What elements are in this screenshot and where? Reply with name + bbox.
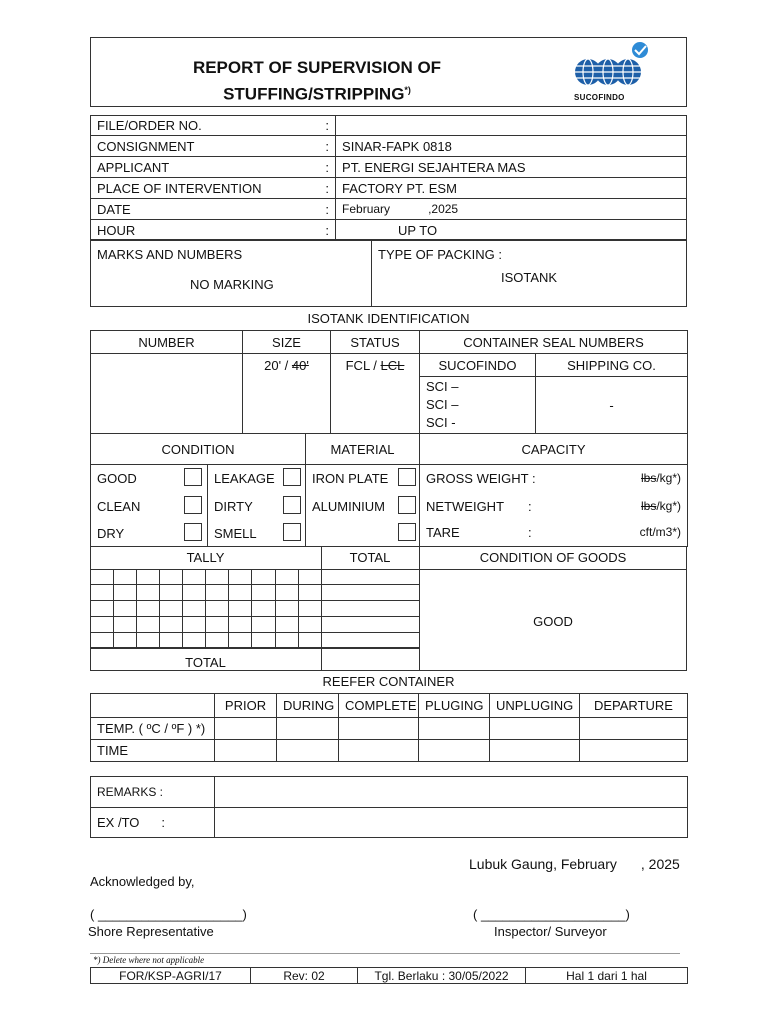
logo-text: SUCOFINDO: [574, 93, 625, 102]
remarks-table: [90, 776, 688, 838]
time-label: TIME: [91, 740, 215, 762]
marks-divider: [371, 239, 372, 307]
sci-list: SCI – SCI – SCI -: [420, 377, 536, 434]
dirty-checkbox[interactable]: [283, 496, 301, 514]
place-value[interactable]: FACTORY PT. ESM: [336, 178, 687, 199]
iron-checkbox[interactable]: [398, 468, 416, 486]
col-number: NUMBER: [91, 331, 243, 354]
tally-total-label: TOTAL: [349, 550, 391, 565]
tally-grid-row-line: [90, 632, 420, 633]
tally-grid-col-line: [228, 569, 229, 648]
form-number: FOR/KSP-AGRI/17: [91, 968, 251, 984]
tally-label: TALLY: [186, 550, 225, 565]
col-complete: COMPLETE: [339, 694, 419, 718]
col-unpluging: UNPLUGING: [490, 694, 580, 718]
col-pluging: PLUGING: [419, 694, 490, 718]
reefer-title: REEFER CONTAINER: [322, 674, 455, 689]
material-blank: [306, 521, 396, 547]
tally-bottom-total: TOTAL: [185, 655, 226, 670]
place-date: Lubuk Gaung, February , 2025: [469, 856, 680, 872]
time-unpluging[interactable]: [490, 740, 580, 762]
packing-value: ISOTANK: [501, 270, 558, 285]
footer-note: *) Delete where not applicable: [93, 955, 205, 965]
iron-label: IRON PLATE: [306, 465, 396, 493]
exto-value[interactable]: [215, 808, 688, 838]
place-row: PLACE OF INTERVENTION : FACTORY PT. ESM: [91, 178, 687, 199]
date-row: DATE : February ,2025: [91, 199, 687, 220]
col-material: MATERIAL: [306, 434, 420, 465]
page-number: Hal 1 dari 1 hal: [526, 968, 688, 984]
tally-grid-row-line: [90, 569, 420, 570]
net-row: NETWEIGHT : lbs/kg*): [420, 493, 688, 521]
isotank-title: ISOTANK IDENTIFICATION: [307, 311, 470, 326]
tally-grid-col-line: [136, 569, 137, 648]
temp-unpluging[interactable]: [490, 718, 580, 740]
consignment-value[interactable]: SINAR-FAPK 0818: [336, 136, 687, 157]
temp-label: TEMP. ( ºC / ºF ) *): [91, 718, 215, 740]
smell-checkbox[interactable]: [283, 523, 301, 541]
tally-grid-col-line: [275, 569, 276, 648]
time-during[interactable]: [277, 740, 339, 762]
right-signature-line: ( ____________________): [473, 907, 630, 922]
time-complete[interactable]: [339, 740, 419, 762]
leakage-label: LEAKAGE: [208, 465, 280, 493]
tally-grid-col-line: [321, 569, 322, 648]
marks-value: NO MARKING: [190, 277, 274, 292]
applicant-row: APPLICANT : PT. ENERGI SEJAHTERA MAS: [91, 157, 687, 178]
good-checkbox[interactable]: [184, 468, 202, 486]
tally-grid-col-line: [298, 569, 299, 648]
acknowledged-label: Acknowledged by,: [90, 874, 195, 889]
gross-row: GROSS WEIGHT : lbs/kg*): [420, 465, 688, 493]
tally-grid: [90, 569, 420, 648]
goods-label: CONDITION OF GOODS: [479, 550, 627, 565]
tare-row: TARE : cft/m3*): [420, 521, 688, 547]
time-prior[interactable]: [215, 740, 277, 762]
dirty-label: DIRTY: [208, 493, 280, 521]
leakage-checkbox[interactable]: [283, 468, 301, 486]
col-departure: DEPARTURE: [580, 694, 688, 718]
shore-representative: Shore Representative: [88, 924, 214, 939]
dry-label: DRY: [91, 521, 178, 547]
clean-checkbox[interactable]: [184, 496, 202, 514]
tally-grid-row-line: [90, 600, 420, 601]
col-capacity: CAPACITY: [420, 434, 688, 465]
tally-grid-row-line: [90, 648, 420, 649]
date-value[interactable]: February ,2025: [336, 199, 687, 220]
title-line-1: REPORT OF SUPERVISION OF: [192, 58, 442, 77]
col-prior: PRIOR: [215, 694, 277, 718]
left-signature-line: ( ____________________): [90, 907, 247, 922]
file-value[interactable]: [336, 116, 687, 136]
title-line-2: STUFFING/STRIPPING*): [223, 84, 411, 104]
report-title: [150, 57, 484, 106]
temp-complete[interactable]: [339, 718, 419, 740]
exto-label: EX /TO :: [91, 808, 215, 838]
col-status: STATUS: [331, 331, 420, 354]
valid-date: Tgl. Berlaku : 30/05/2022: [358, 968, 526, 984]
footer-table: [90, 967, 688, 984]
reefer-blank: [91, 694, 215, 718]
tally-bottom-line: [90, 647, 420, 648]
col-condition: CONDITION: [91, 434, 306, 465]
tally-grid-col-line: [205, 569, 206, 648]
tally-grid-col-line: [159, 569, 160, 648]
dry-checkbox[interactable]: [184, 523, 202, 541]
col-size: SIZE: [243, 331, 331, 354]
material-blank-checkbox[interactable]: [398, 523, 416, 541]
tally-grid-col-line: [251, 569, 252, 648]
revision: Rev: 02: [251, 968, 358, 984]
temp-during[interactable]: [277, 718, 339, 740]
applicant-value[interactable]: PT. ENERGI SEJAHTERA MAS: [336, 157, 687, 178]
aluminium-checkbox[interactable]: [398, 496, 416, 514]
sucofindo-logo: [570, 40, 650, 104]
clean-label: CLEAN: [91, 493, 178, 521]
status-value: FCL / LCL: [331, 354, 420, 434]
aluminium-label: ALUMINIUM: [306, 493, 396, 521]
tally-grid-row-line: [90, 584, 420, 585]
remarks-value[interactable]: [215, 777, 688, 808]
temp-pluging[interactable]: [419, 718, 490, 740]
info-table: [90, 115, 687, 241]
smell-label: SMELL: [208, 521, 280, 547]
col-shipping: SHIPPING CO.: [536, 354, 688, 377]
goods-value: GOOD: [533, 614, 573, 629]
number-value[interactable]: [91, 354, 243, 434]
marks-label: MARKS AND NUMBERS: [97, 247, 243, 262]
packing-label: TYPE OF PACKING :: [378, 247, 503, 262]
tally-grid-col-line: [90, 569, 91, 648]
remarks-label: REMARKS :: [91, 777, 215, 808]
tally-grid-col-line: [113, 569, 114, 648]
col-seal: CONTAINER SEAL NUMBERS: [420, 331, 688, 354]
footer-rule: [90, 953, 680, 954]
col-sucofindo: SUCOFINDO: [420, 354, 536, 377]
size-value: 20' / 40': [243, 354, 331, 434]
inspector-surveyor: Inspector/ Surveyor: [494, 924, 607, 939]
tally-grid-col-line: [182, 569, 183, 648]
hour-value[interactable]: UP TO: [336, 220, 687, 241]
tally-grid-row-line: [90, 616, 420, 617]
good-label: GOOD: [91, 465, 178, 493]
hour-row: HOUR : UP TO: [91, 220, 687, 241]
col-during: DURING: [277, 694, 339, 718]
condition-table: [90, 433, 688, 547]
time-pluging[interactable]: [419, 740, 490, 762]
reefer-table: [90, 693, 688, 762]
temp-prior[interactable]: [215, 718, 277, 740]
consignment-row: CONSIGNMENT : SINAR-FAPK 0818: [91, 136, 687, 157]
temp-departure[interactable]: [580, 718, 688, 740]
time-departure[interactable]: [580, 740, 688, 762]
file-row: FILE/ORDER NO. :: [91, 116, 687, 136]
isotank-table: [90, 330, 688, 434]
shipping-value: -: [536, 377, 688, 434]
